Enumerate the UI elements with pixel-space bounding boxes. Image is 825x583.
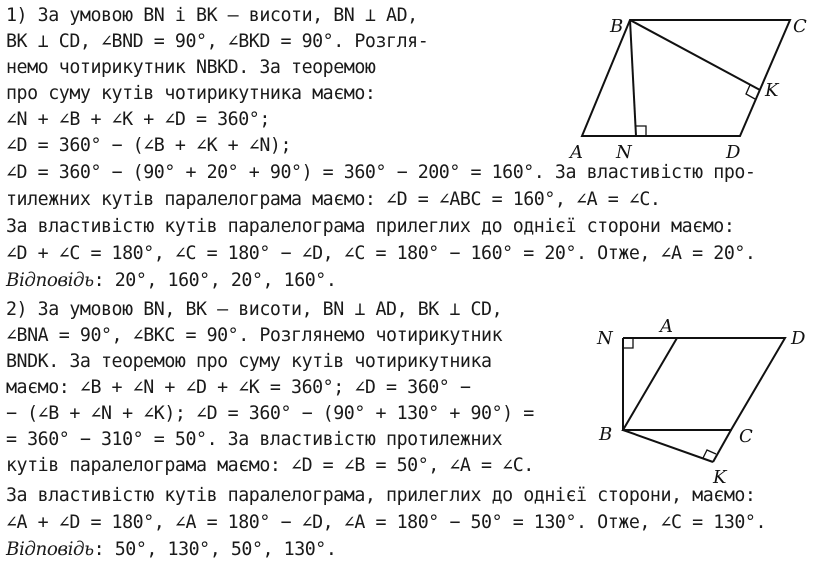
- height-bk: [630, 20, 760, 90]
- answer-values: : 50°, 130°, 50°, 130°.: [93, 539, 337, 560]
- text-line: кутів паралелограма маємо: ∠D = ∠B = 50°, ∠A = ∠C.: [6, 455, 534, 476]
- label-d: D: [726, 142, 741, 163]
- text-line: ∠N + ∠B + ∠K + ∠D = 360°;: [6, 109, 270, 130]
- height-bn: [630, 20, 636, 136]
- text-line: ∠BNA = 90°, ∠BKC = 90°. Розглянемо чотирикутник: [6, 325, 503, 346]
- text-line: ∠D = 360° − (∠B + ∠K + ∠N);: [6, 135, 292, 156]
- text-line: − (∠B + ∠N + ∠K); ∠D = 360° − (90° + 130° + 90°) =: [6, 403, 534, 424]
- answer-line: [6, 537, 336, 563]
- label-b: B: [610, 16, 624, 37]
- text-line: про суму кутів чотирикутника маємо:: [6, 83, 376, 104]
- label-k: K: [765, 80, 779, 101]
- label-k: K: [713, 467, 727, 488]
- answer-label: Відповідь: [6, 539, 94, 560]
- answer-label: Відповідь: [6, 270, 94, 291]
- text-line: ∠D = 360° − (90° + 20° + 90°) = 360° − 200° = 160°. За властивістю про-: [6, 162, 756, 183]
- text-line: = 360° − 310° = 50°. За властивістю протилежних: [6, 429, 503, 450]
- height-bk: [623, 430, 713, 462]
- text-line: За властивістю кутів паралелограма прилеглих до однієї сторони маємо:: [6, 216, 735, 237]
- answer-values: : 20°, 160°, 20°, 160°.: [93, 270, 337, 291]
- text-line: ∠D + ∠C = 180°, ∠C = 180° − ∠D, ∠C = 180° − 160° = 20°. Отже, ∠A = 20°.: [6, 243, 756, 264]
- text-line: тилежних кутів паралелограма маємо: ∠D = ∠ABC = 160°, ∠A = ∠C.: [6, 189, 661, 210]
- text-line: немо чотирикутник NBKD. За теоремою: [6, 57, 376, 78]
- label-b: B: [599, 424, 613, 445]
- label-c: C: [793, 16, 807, 37]
- extension-dk: [713, 430, 731, 462]
- label-a: A: [570, 142, 583, 163]
- label-n: N: [597, 328, 613, 349]
- right-angle-k: [703, 450, 716, 458]
- text-line: ∠A + ∠D = 180°, ∠A = 180° − ∠D, ∠A = 180° − 50° = 130°. Отже, ∠C = 130°.: [6, 512, 767, 533]
- answer-line: [6, 268, 336, 294]
- parallelogram-figure-2: [585, 312, 821, 488]
- right-angle-n: [623, 338, 633, 348]
- label-n: N: [616, 142, 632, 163]
- parallelogram-abcd: [623, 338, 785, 430]
- parallelogram-abcd: [582, 20, 790, 136]
- text-line: маємо: ∠B + ∠N + ∠D + ∠K = 360°; ∠D = 360° −: [6, 377, 471, 398]
- text-line: За властивістю кутів паралелограма, прилеглих до однієї сторони, маємо:: [6, 485, 756, 506]
- text-line: BNDK. За теоремою про суму кутів чотирикутника: [6, 351, 492, 372]
- text-line: 2) За умовою BN, BK — висоти, BN ⊥ AD, BK ⊥ CD,: [6, 299, 503, 320]
- label-d: D: [791, 328, 806, 349]
- label-c: C: [739, 426, 753, 447]
- text-line: BK ⊥ CD, ∠BND = 90°, ∠BKD = 90°. Розгля-: [6, 31, 429, 52]
- text-line: 1) За умовою BN і BK — висоти, BN ⊥ AD,: [6, 5, 418, 26]
- label-a: A: [660, 316, 673, 337]
- right-angle-n: [636, 126, 646, 136]
- parallelogram-figure-1: [560, 8, 822, 170]
